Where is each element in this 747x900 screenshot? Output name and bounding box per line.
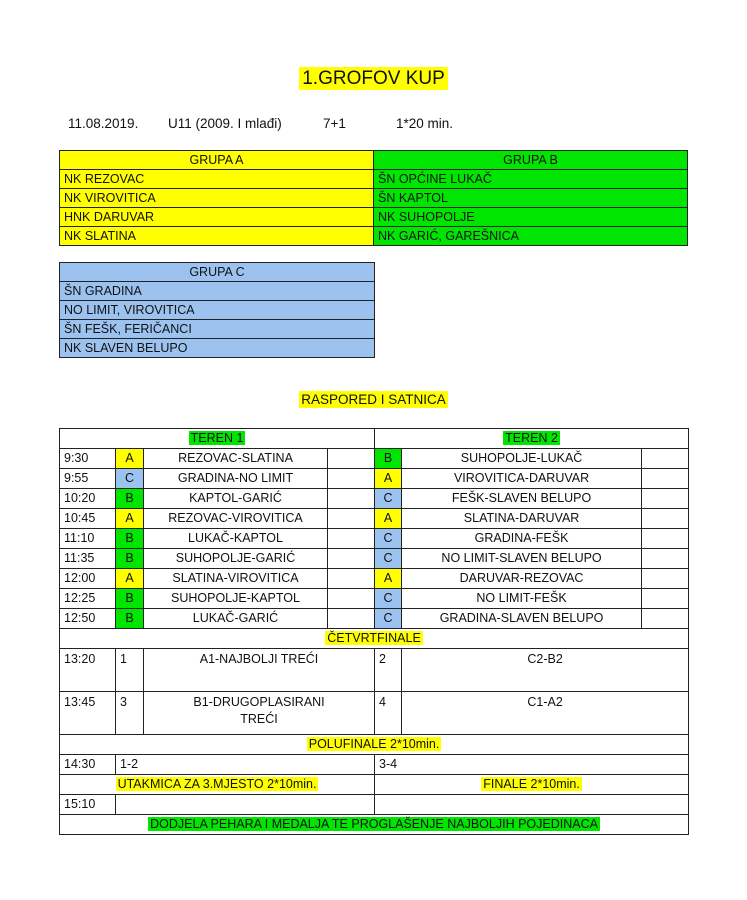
schedule-heading (0, 392, 747, 407)
group-tag-pitch1: C (116, 469, 144, 489)
empty-cell (328, 469, 375, 489)
match-pitch2: NO LIMIT-SLAVEN BELUPO (402, 549, 642, 569)
group-stage-rows (60, 449, 689, 629)
empty-cell (328, 549, 375, 569)
third-place-header: UTAKMICA ZA 3.MJESTO 2*10min. (60, 775, 375, 795)
match-pitch1: SLATINA-VIROVITICA (144, 569, 328, 589)
match-time: 9:30 (60, 449, 116, 469)
empty-cell (328, 589, 375, 609)
group-tag-pitch2: A (375, 469, 402, 489)
group-tag-pitch1: B (116, 549, 144, 569)
match-pitch1: LUKAČ-GARIĆ (144, 609, 328, 629)
match-pitch2: C1-A2 (402, 692, 689, 735)
match-pitch2: DARUVAR-REZOVAC (402, 569, 642, 589)
match-time: 12:25 (60, 589, 116, 609)
group-c-header: GRUPA C (60, 263, 375, 282)
group-tag-pitch1: B (116, 489, 144, 509)
empty-cell (328, 449, 375, 469)
title-text: 1.GROFOV KUP (299, 67, 448, 90)
empty-cell (328, 609, 375, 629)
match-pitch1: GRADINA-NO LIMIT (144, 469, 328, 489)
match-pitch2: SLATINA-DARUVAR (402, 509, 642, 529)
groups-a-b-table (59, 150, 688, 246)
schedule-heading-text: RASPORED I SATNICA (301, 392, 446, 407)
match-time: 14:30 (60, 755, 116, 775)
info-format: 7+1 (323, 116, 346, 131)
match-pitch2: VIROVITICA-DARUVAR (402, 469, 642, 489)
info-category: U11 (2009. I mlađi) (168, 116, 282, 131)
match-time: 11:10 (60, 529, 116, 549)
group-c-team: NO LIMIT, VIROVITICA (60, 301, 375, 320)
empty-cell (642, 609, 689, 629)
match-pitch2: SUHOPOLJE-LUKAČ (402, 449, 642, 469)
group-b-team: NK GARIĆ, GAREŠNICA (374, 227, 688, 246)
schedule-row (60, 469, 689, 489)
match-number: 3 (116, 692, 144, 735)
pitch2-header: TEREN 2 (375, 429, 689, 449)
ceremony-row: DODJELA PEHARA I MEDALJA TE PROGLAŠENJE NAJBOLJIH POJEDINACA (60, 815, 689, 835)
group-a-team: NK REZOVAC (60, 170, 374, 189)
final-header: FINALE 2*10min. (375, 775, 689, 795)
match-number: 2 (375, 649, 402, 692)
group-tag-pitch1: B (116, 589, 144, 609)
group-tag-pitch2: C (375, 549, 402, 569)
group-b-team: NK SUHOPOLJE (374, 208, 688, 227)
empty-cell (328, 529, 375, 549)
schedule-row (60, 449, 689, 469)
group-b-team: ŠN OPĆINE LUKAČ (374, 170, 688, 189)
group-c-team: ŠN FEŠK, FERIČANCI (60, 320, 375, 339)
empty-cell (642, 489, 689, 509)
quarterfinal-header: ČETVRTFINALE (60, 629, 689, 649)
group-tag-pitch2: A (375, 569, 402, 589)
group-c-team: NK SLAVEN BELUPO (60, 339, 375, 358)
match-pitch1: KAPTOL-GARIĆ (144, 489, 328, 509)
info-date: 11.08.2019. (68, 116, 139, 131)
empty-cell (328, 489, 375, 509)
schedule-row (60, 569, 689, 589)
empty-cell (642, 509, 689, 529)
match-time: 10:20 (60, 489, 116, 509)
group-b-header: GRUPA B (374, 151, 688, 170)
quarterfinal-row (60, 649, 689, 692)
group-a-header: GRUPA A (60, 151, 374, 170)
group-c-team: ŠN GRADINA (60, 282, 375, 301)
match-number: 1 (116, 649, 144, 692)
match-pitch1: REZOVAC-VIROVITICA (144, 509, 328, 529)
schedule-row (60, 549, 689, 569)
semifinal-row (60, 755, 689, 775)
schedule-row (60, 609, 689, 629)
group-tag-pitch1: A (116, 449, 144, 469)
final-pitch2 (375, 795, 689, 815)
empty-cell (642, 529, 689, 549)
match-pitch2: GRADINA-FEŠK (402, 529, 642, 549)
empty-cell (328, 509, 375, 529)
group-a-team: NK VIROVITICA (60, 189, 374, 208)
final-row (60, 795, 689, 815)
match-pitch1: A1-NAJBOLJI TREĆI (144, 649, 375, 692)
match-pitch1: SUHOPOLJE-GARIĆ (144, 549, 328, 569)
match-time: 11:35 (60, 549, 116, 569)
group-a-team: NK SLATINA (60, 227, 374, 246)
pitch1-header: TEREN 1 (60, 429, 375, 449)
empty-cell (642, 449, 689, 469)
match-time: 10:45 (60, 509, 116, 529)
schedule-row (60, 529, 689, 549)
page-title (0, 68, 747, 90)
empty-cell (642, 589, 689, 609)
group-tag-pitch2: C (375, 609, 402, 629)
match-pitch2: C2-B2 (402, 649, 689, 692)
match-time: 9:55 (60, 469, 116, 489)
match-number: 4 (375, 692, 402, 735)
group-tag-pitch1: B (116, 529, 144, 549)
match-pitch1-line1: B1-DRUGOPLASIRANI (193, 695, 325, 709)
semifinal-pitch1: 1-2 (116, 755, 375, 775)
empty-cell (642, 469, 689, 489)
group-a-team: HNK DARUVAR (60, 208, 374, 227)
schedule-row (60, 489, 689, 509)
group-tag-pitch1: A (116, 569, 144, 589)
info-duration: 1*20 min. (396, 116, 454, 131)
match-pitch2: NO LIMIT-FEŠK (402, 589, 642, 609)
match-pitch1-line2: TREĆI (240, 712, 278, 726)
group-tag-pitch2: C (375, 589, 402, 609)
final-pitch1 (116, 795, 375, 815)
group-tag-pitch1: A (116, 509, 144, 529)
quarterfinal-row (60, 692, 689, 735)
empty-cell (328, 569, 375, 589)
schedule-row (60, 509, 689, 529)
match-time: 13:20 (60, 649, 116, 692)
schedule-table (59, 428, 689, 835)
group-tag-pitch2: C (375, 489, 402, 509)
empty-cell (642, 549, 689, 569)
group-tag-pitch2: C (375, 529, 402, 549)
group-tag-pitch1: B (116, 609, 144, 629)
empty-cell (642, 569, 689, 589)
match-pitch1: LUKAČ-KAPTOL (144, 529, 328, 549)
match-time: 13:45 (60, 692, 116, 735)
group-b-team: ŠN KAPTOL (374, 189, 688, 208)
match-time: 12:00 (60, 569, 116, 589)
match-time: 15:10 (60, 795, 116, 815)
schedule-row (60, 589, 689, 609)
match-pitch1: REZOVAC-SLATINA (144, 449, 328, 469)
match-pitch2: GRADINA-SLAVEN BELUPO (402, 609, 642, 629)
group-tag-pitch2: B (375, 449, 402, 469)
match-pitch1 (144, 692, 375, 735)
group-tag-pitch2: A (375, 509, 402, 529)
match-pitch2: FEŠK-SLAVEN BELUPO (402, 489, 642, 509)
semifinal-pitch2: 3-4 (375, 755, 689, 775)
semifinal-header: POLUFINALE 2*10min. (60, 735, 689, 755)
match-pitch1: SUHOPOLJE-KAPTOL (144, 589, 328, 609)
group-c-table (59, 262, 375, 358)
match-time: 12:50 (60, 609, 116, 629)
